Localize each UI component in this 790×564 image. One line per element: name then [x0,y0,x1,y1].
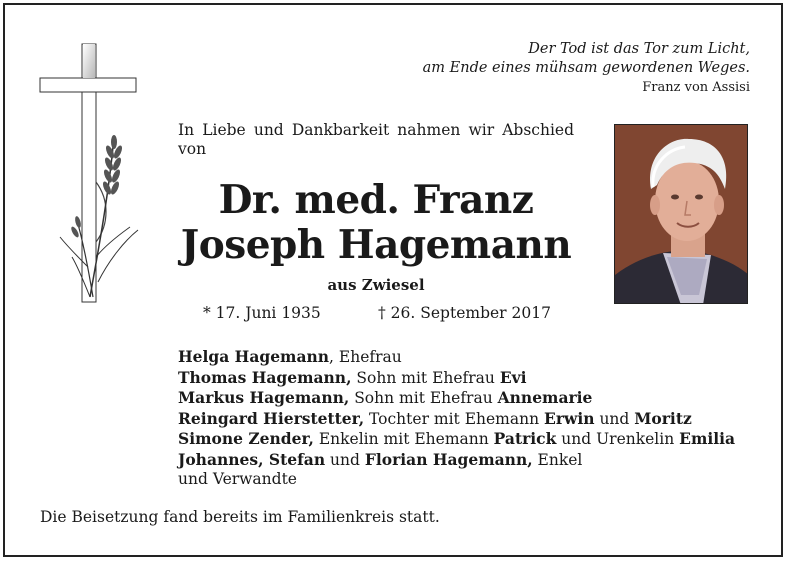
origin-text: aus Zwiesel [327,276,425,294]
quote-line: Der Tod ist das Tor zum Licht, [528,41,750,57]
mourner-relation: Tochter mit Ehemann [364,409,545,428]
mourners-list [178,347,735,490]
mourner-name: Annemarie [497,388,593,407]
mourner-relation: und [325,450,365,469]
mourner-name: Patrick [493,429,557,448]
mourner-row [178,368,735,389]
cross-with-wheat-icon [38,42,148,304]
mourner-relation: und Verwandte [178,470,297,488]
mourner-relation: , Ehefrau [329,348,402,366]
portrait-photo [614,124,748,304]
mourner-name: Florian Hagemann, [364,449,533,469]
mourner-name: Johannes, Stefan [178,449,326,469]
mourner-name: Emilia [679,429,736,448]
mourner-row [178,429,735,450]
quote-line: am Ende eines mühsam gewordenen Weges. [422,60,750,76]
name-line: Joseph Hagemann [180,222,572,268]
mourner-name: Moritz [634,408,692,428]
mourner-row [178,347,735,368]
mourner-row [178,450,735,471]
mourner-relation: und [594,409,635,428]
quote-block [423,40,750,97]
mourner-row [178,388,735,409]
mourner-name: Reingard Hierstetter, [178,408,365,428]
birth-date: * 17. Juni 1935 [203,304,321,322]
deceased-name [178,178,574,268]
mourner-name: Thomas Hagemann, [178,367,352,387]
mourner-row [178,409,735,430]
quote-author: Franz von Assisi [642,80,750,95]
mourner-row [178,470,735,490]
mourner-relation: und Urenkelin [556,430,680,448]
name-line: Dr. med. Franz [218,177,534,223]
mourner-name: Simone Zender, [178,429,314,448]
mourner-relation: Enkelin mit Ehemann [313,430,494,448]
closing-note: Die Beisetzung fand bereits im Familienkreis statt. [40,508,440,526]
mourner-name: Helga Hagemann [178,347,330,366]
death-date: † 26. September 2017 [378,304,551,322]
mourner-relation: Sohn mit Ehefrau [351,368,500,387]
mourner-name: Markus Hagemann, [178,388,350,407]
mourner-name: Erwin [544,408,595,428]
mourner-name: Evi [499,367,527,387]
mourner-relation: Sohn mit Ehefrau [349,389,498,407]
intro-text: In Liebe und Dankbarkeit nahmen wir Abschied von [178,121,574,158]
mourner-relation: Enkel [532,450,583,469]
